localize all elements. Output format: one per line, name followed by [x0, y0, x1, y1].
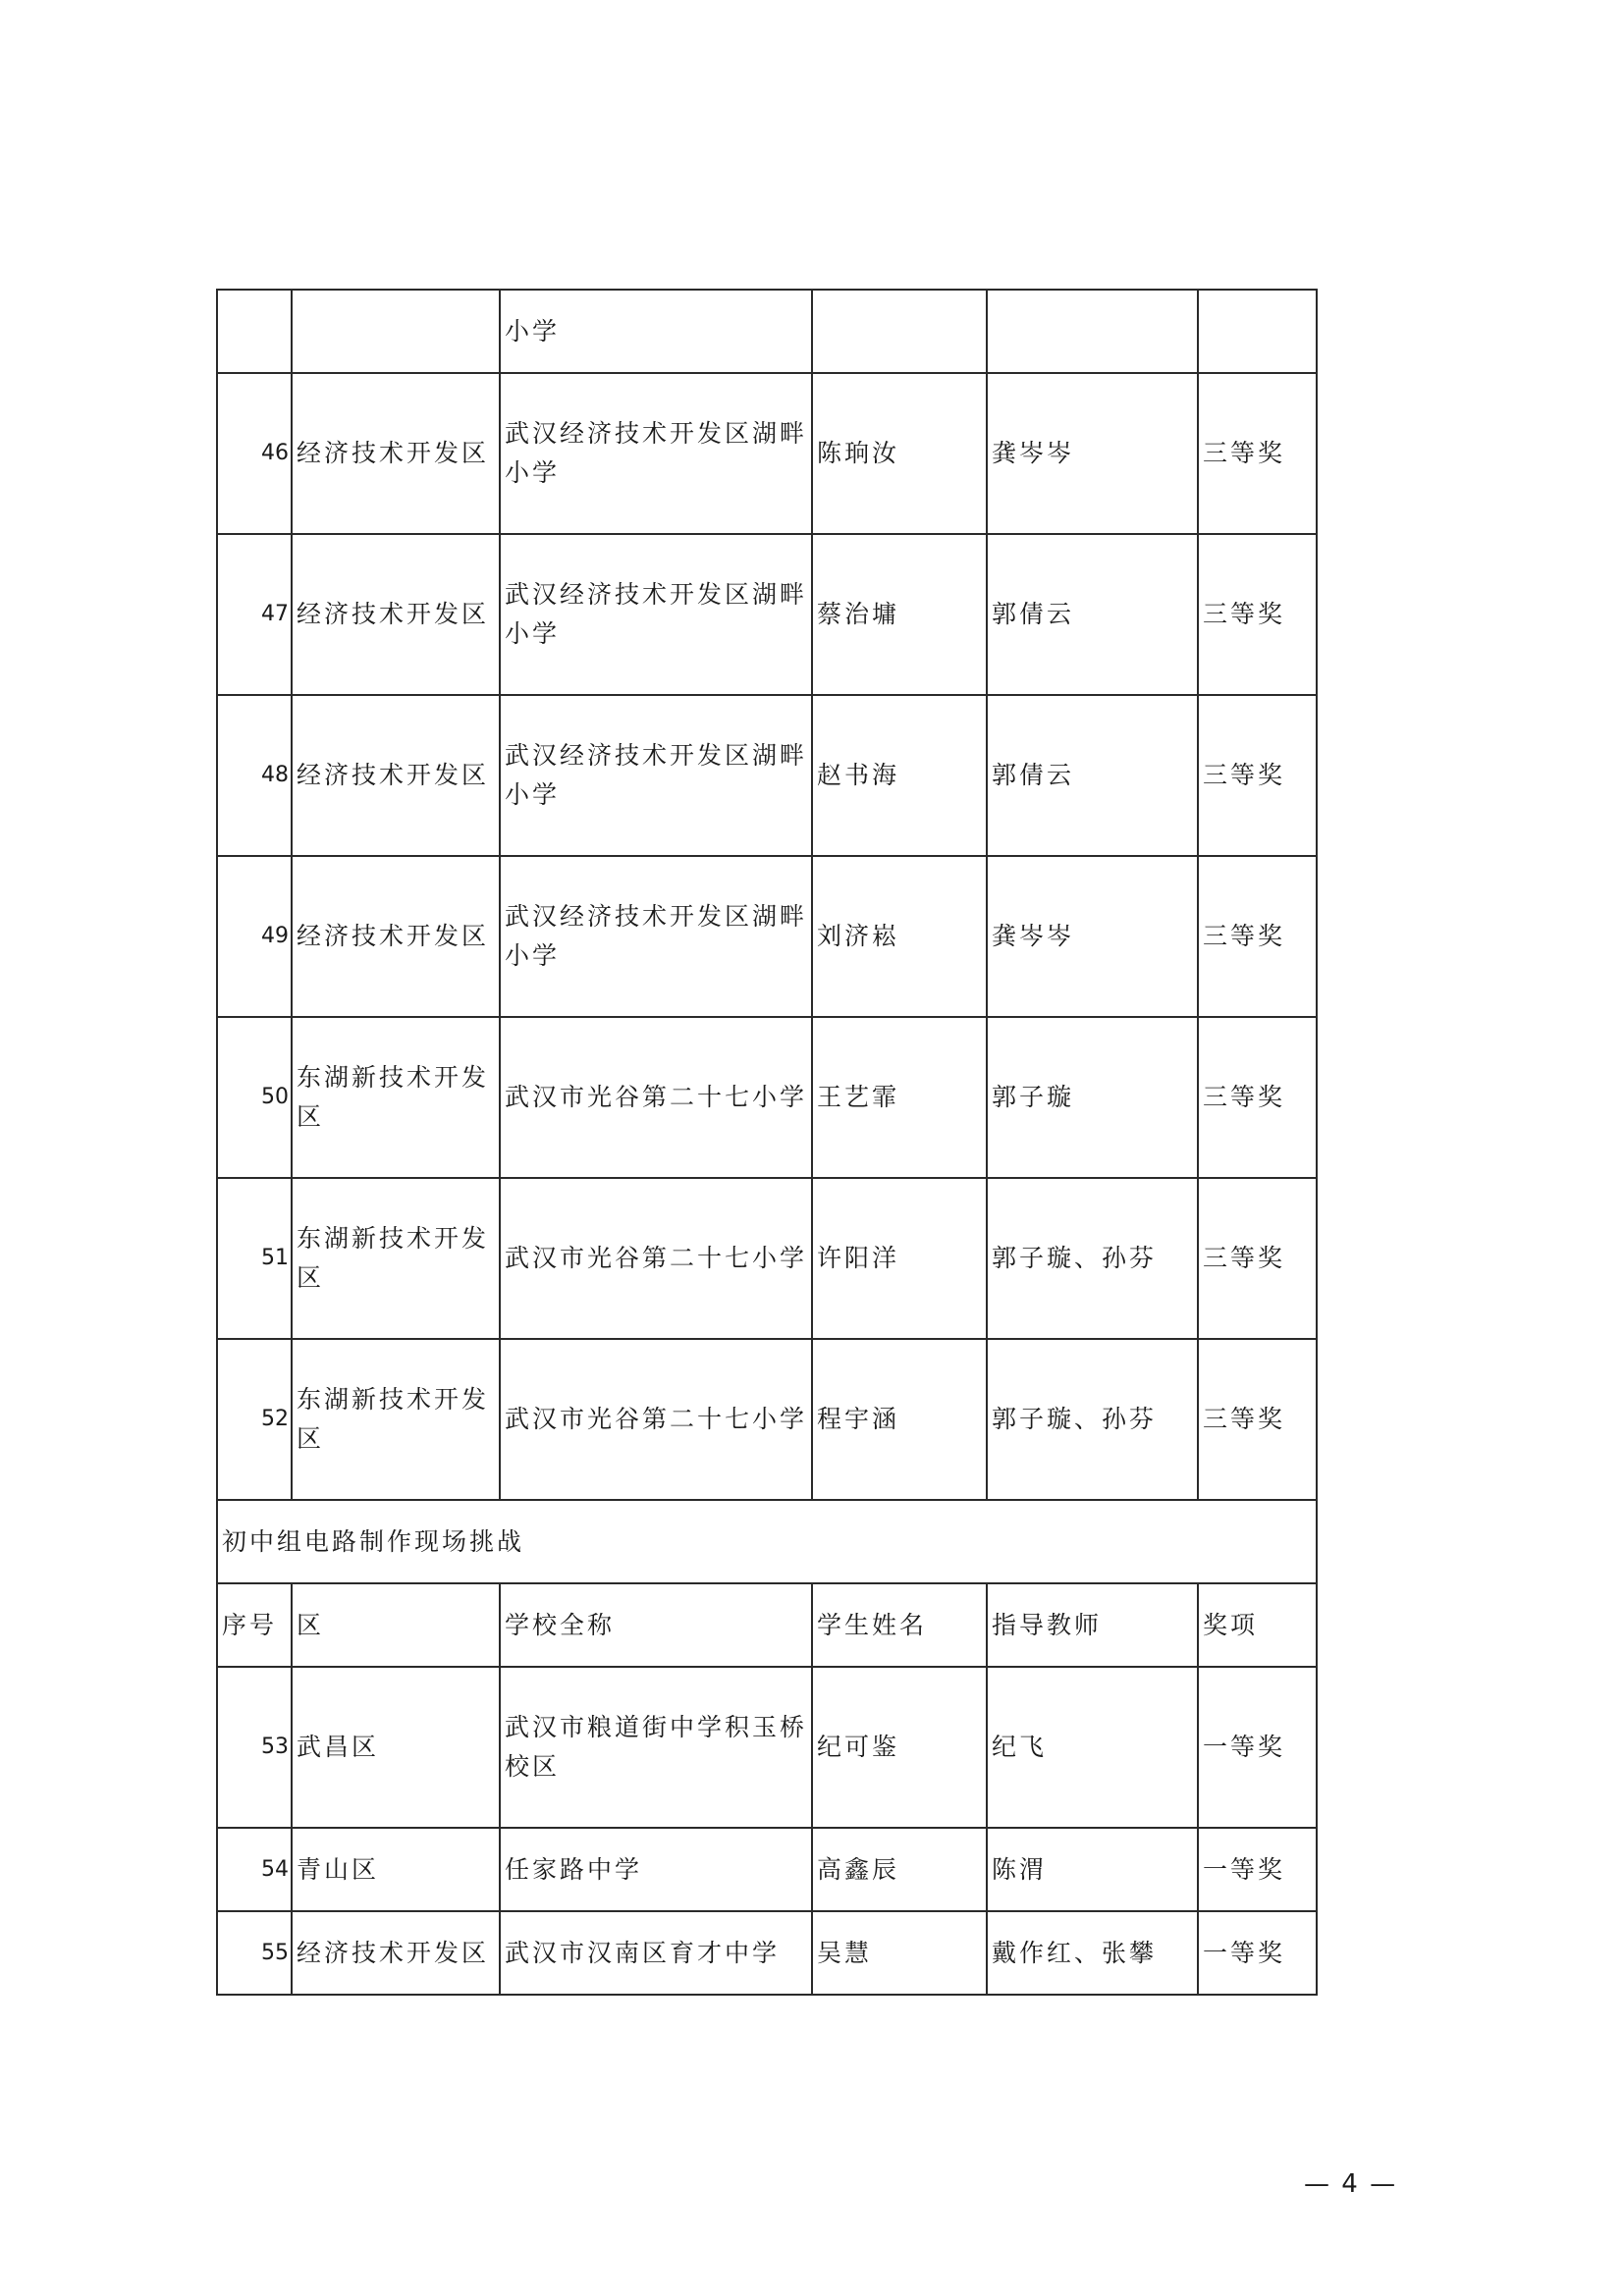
district-cell: 经济技术开发区 [292, 534, 500, 695]
teacher-cell: 郭子璇 [987, 1017, 1198, 1178]
teacher-cell: 戴作红、张攀 [987, 1911, 1198, 1995]
student-cell: 王艺霏 [812, 1017, 987, 1178]
awards-table [216, 289, 1318, 1996]
teacher-cell: 郭倩云 [987, 534, 1198, 695]
teacher-cell [987, 290, 1198, 373]
number-cell: 46 [217, 373, 292, 534]
table-row [217, 373, 1317, 534]
school-cell: 武汉市光谷第二十七小学 [500, 1017, 812, 1178]
number-cell: 53 [217, 1667, 292, 1828]
student-cell: 程宇涵 [812, 1339, 987, 1500]
school-cell: 武汉经济技术开发区湖畔 小学 [500, 534, 812, 695]
student-cell: 赵书海 [812, 695, 987, 856]
award-cell: 一等奖 [1198, 1828, 1317, 1911]
award-cell: 三等奖 [1198, 695, 1317, 856]
teacher-cell: 郭子璇、孙芬 [987, 1339, 1198, 1500]
header-teacher: 指导教师 [987, 1583, 1198, 1667]
student-cell: 高鑫辰 [812, 1828, 987, 1911]
student-cell: 吴慧 [812, 1911, 987, 1995]
district-cell: 经济技术开发区 [292, 373, 500, 534]
number-cell: 54 [217, 1828, 292, 1911]
student-cell: 刘济崧 [812, 856, 987, 1017]
award-cell: 三等奖 [1198, 856, 1317, 1017]
number-cell [217, 290, 292, 373]
district-cell [292, 290, 500, 373]
header-district: 区 [292, 1583, 500, 1667]
page-number: — 4 — [1304, 2169, 1398, 2199]
header-school: 学校全称 [500, 1583, 812, 1667]
school-cell: 武汉市光谷第二十七小学 [500, 1339, 812, 1500]
number-cell: 48 [217, 695, 292, 856]
header-row [217, 1583, 1317, 1667]
district-cell: 东湖新技术开发 区 [292, 1017, 500, 1178]
table-row [217, 1667, 1317, 1828]
teacher-cell: 陈渭 [987, 1828, 1198, 1911]
school-cell: 武汉市粮道街中学积玉桥 校区 [500, 1667, 812, 1828]
number-cell: 50 [217, 1017, 292, 1178]
award-cell: 三等奖 [1198, 1339, 1317, 1500]
number-cell: 49 [217, 856, 292, 1017]
student-cell: 许阳洋 [812, 1178, 987, 1339]
section-row [217, 1500, 1317, 1583]
school-cell: 武汉经济技术开发区湖畔 小学 [500, 373, 812, 534]
district-cell: 经济技术开发区 [292, 695, 500, 856]
student-cell: 陈珦汝 [812, 373, 987, 534]
student-cell: 蔡治墉 [812, 534, 987, 695]
header-number: 序号 [217, 1583, 292, 1667]
student-cell: 纪可鉴 [812, 1667, 987, 1828]
number-cell: 47 [217, 534, 292, 695]
award-cell: 三等奖 [1198, 1178, 1317, 1339]
school-cell: 任家路中学 [500, 1828, 812, 1911]
table-row [217, 534, 1317, 695]
award-cell: 一等奖 [1198, 1667, 1317, 1828]
district-cell: 经济技术开发区 [292, 856, 500, 1017]
award-cell: 三等奖 [1198, 1017, 1317, 1178]
table-row [217, 856, 1317, 1017]
school-cell: 武汉市汉南区育才中学 [500, 1911, 812, 1995]
school-cell: 小学 [500, 290, 812, 373]
teacher-cell: 郭倩云 [987, 695, 1198, 856]
teacher-cell: 郭子璇、孙芬 [987, 1178, 1198, 1339]
number-cell: 55 [217, 1911, 292, 1995]
award-cell: 三等奖 [1198, 373, 1317, 534]
award-cell: 一等奖 [1198, 1911, 1317, 1995]
school-cell: 武汉经济技术开发区湖畔 小学 [500, 856, 812, 1017]
table-row [217, 1178, 1317, 1339]
district-cell: 东湖新技术开发 区 [292, 1339, 500, 1500]
district-cell: 青山区 [292, 1828, 500, 1911]
school-cell: 武汉市光谷第二十七小学 [500, 1178, 812, 1339]
district-cell: 武昌区 [292, 1667, 500, 1828]
table-row [217, 1339, 1317, 1500]
number-cell: 51 [217, 1178, 292, 1339]
school-cell: 武汉经济技术开发区湖畔 小学 [500, 695, 812, 856]
table-row [217, 1911, 1317, 1995]
table-row [217, 695, 1317, 856]
teacher-cell: 龚岑岑 [987, 373, 1198, 534]
student-cell [812, 290, 987, 373]
header-student: 学生姓名 [812, 1583, 987, 1667]
table-row [217, 1828, 1317, 1911]
teacher-cell: 龚岑岑 [987, 856, 1198, 1017]
table-row [217, 1017, 1317, 1178]
number-cell: 52 [217, 1339, 292, 1500]
header-award: 奖项 [1198, 1583, 1317, 1667]
section-title: 初中组电路制作现场挑战 [217, 1500, 1317, 1583]
table-row [217, 290, 1317, 373]
award-cell: 三等奖 [1198, 534, 1317, 695]
district-cell: 经济技术开发区 [292, 1911, 500, 1995]
award-cell [1198, 290, 1317, 373]
district-cell: 东湖新技术开发 区 [292, 1178, 500, 1339]
teacher-cell: 纪飞 [987, 1667, 1198, 1828]
